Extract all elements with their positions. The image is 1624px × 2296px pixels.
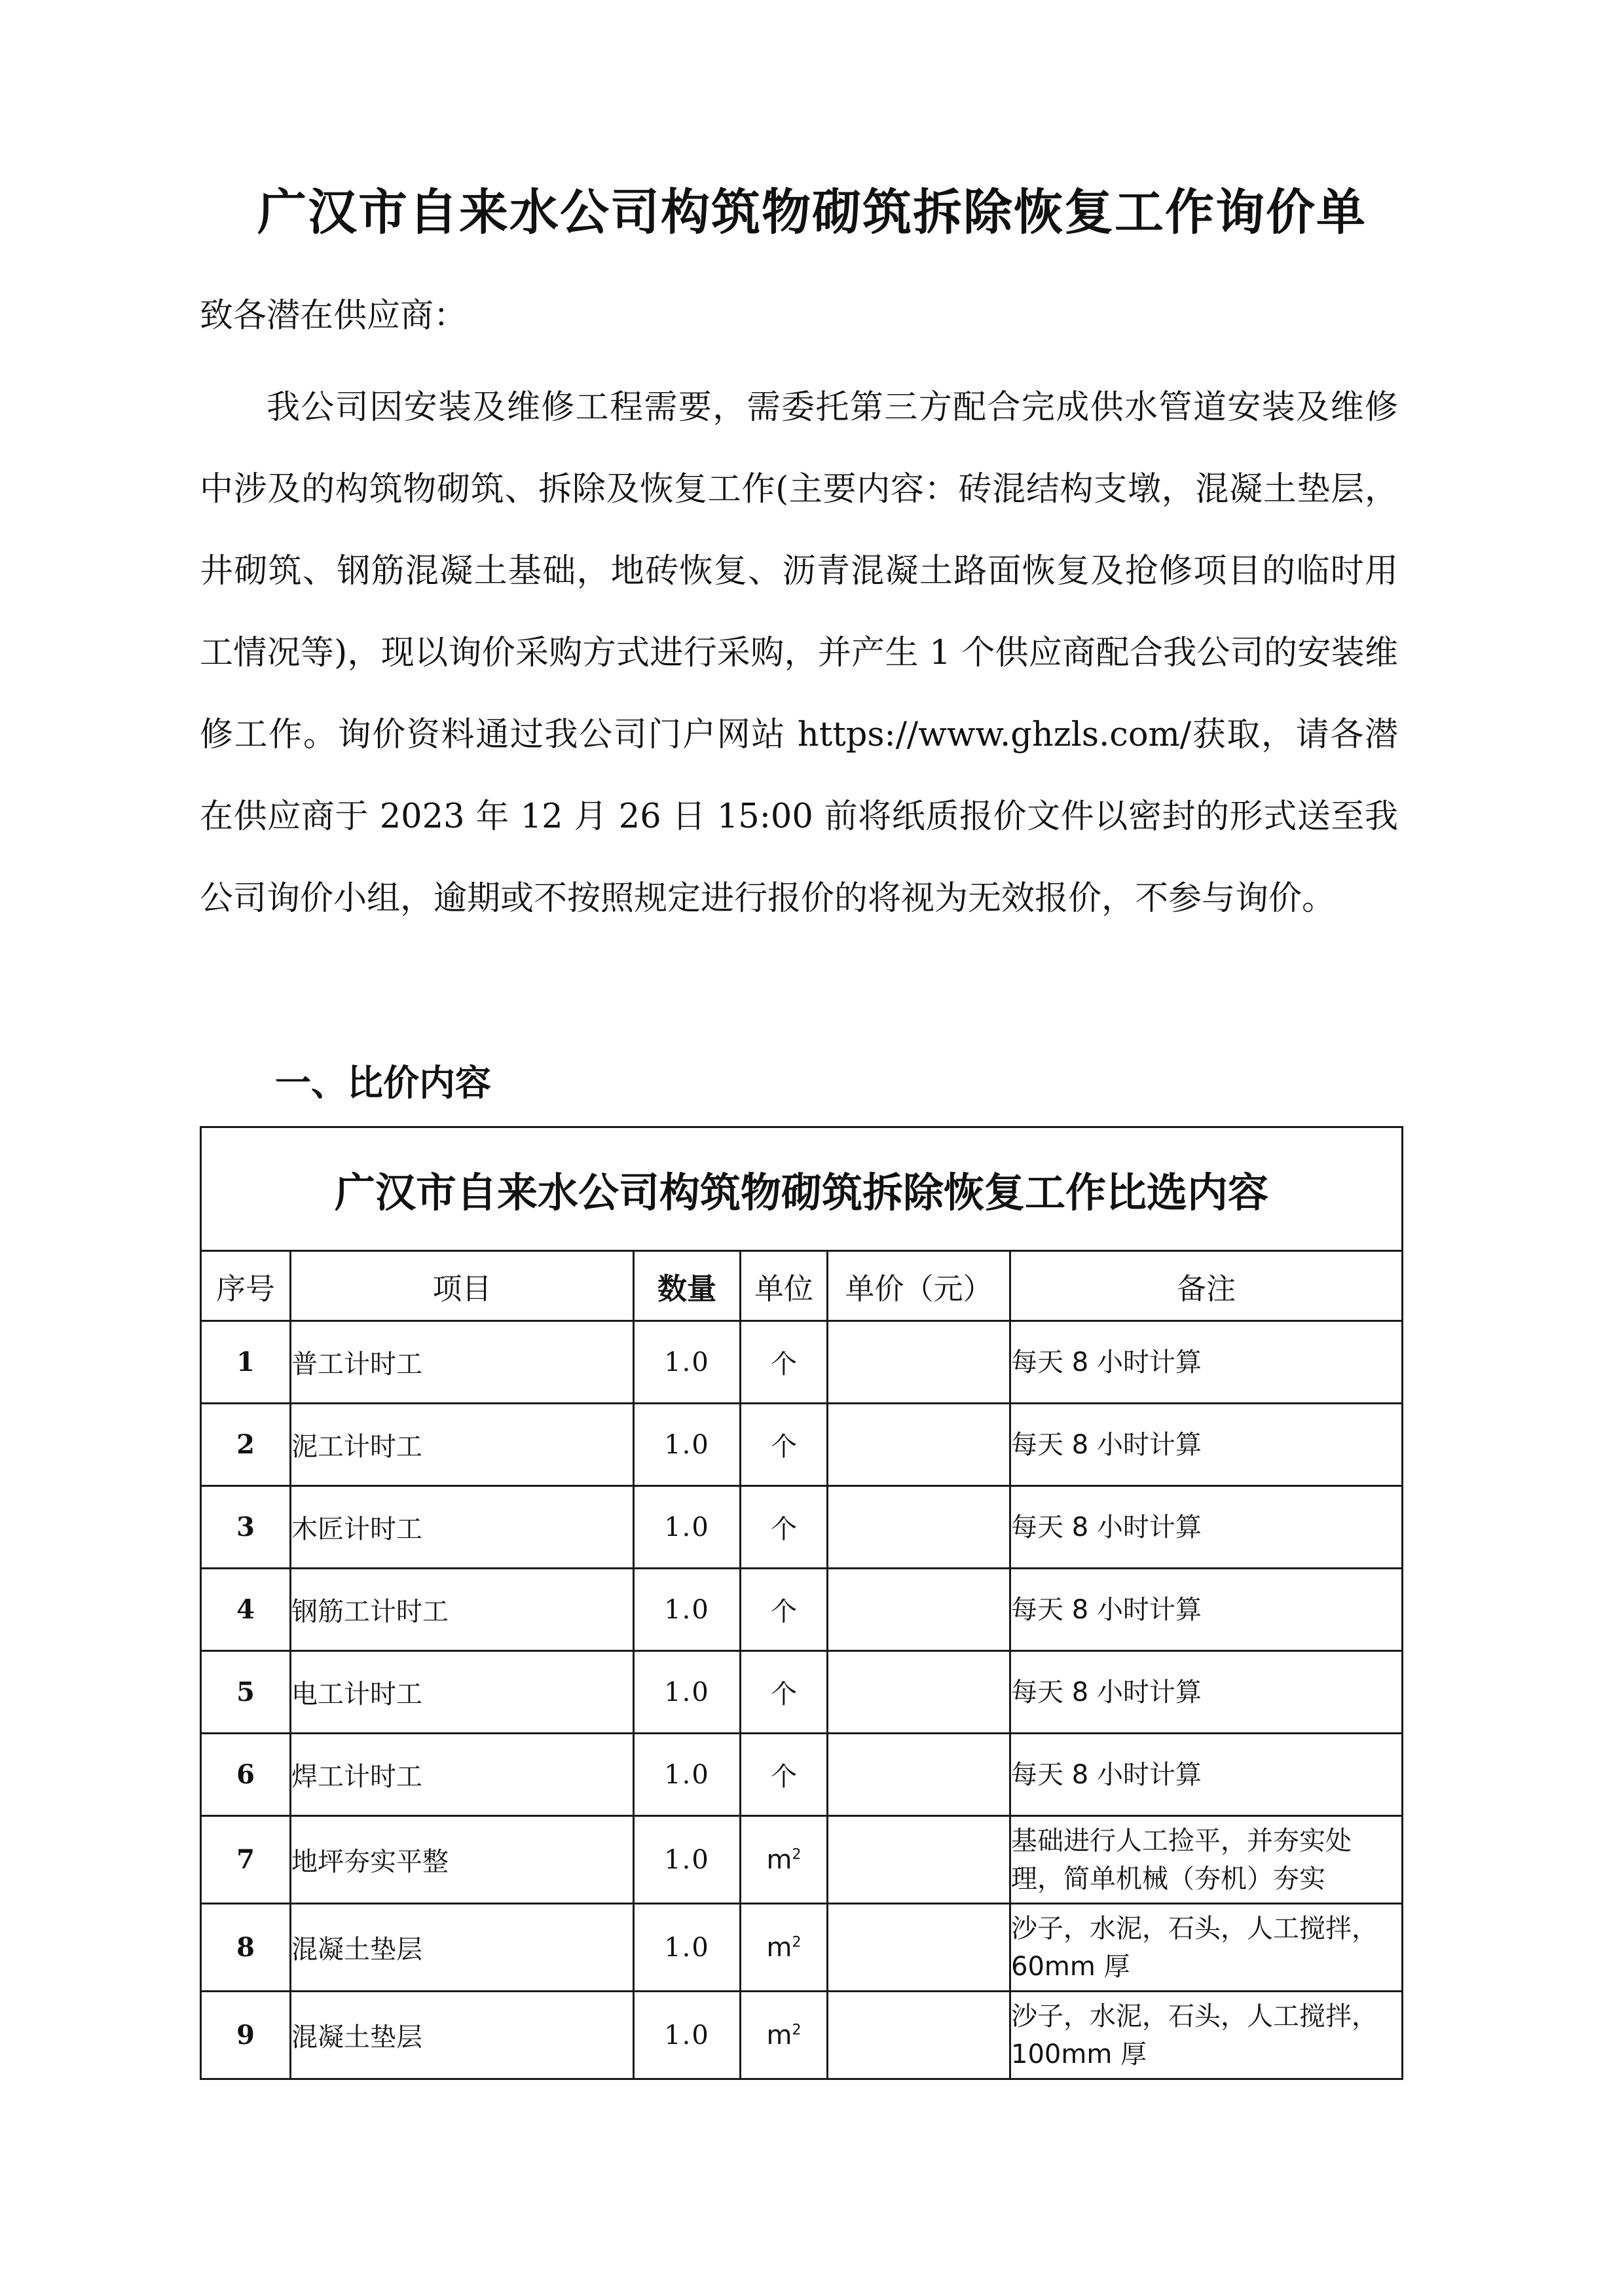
header-no: 序号 xyxy=(201,1251,291,1321)
cell-unit xyxy=(741,1321,828,1404)
cell-note: 每天 8 小时计算 xyxy=(1010,1321,1403,1404)
table-row xyxy=(201,1569,1403,1651)
table-row xyxy=(201,1486,1403,1569)
cell-qty: 1.0 xyxy=(634,1569,741,1651)
cell-item: 焊工计时工 xyxy=(291,1734,634,1816)
table-row xyxy=(201,1404,1403,1486)
table-row xyxy=(201,1651,1403,1734)
cell-unit xyxy=(741,1651,828,1734)
cell-unit xyxy=(741,1816,828,1904)
unit-text: 个 xyxy=(771,1679,797,1709)
cell-unit-price xyxy=(828,1992,1010,2079)
cell-item: 地坪夯实平整 xyxy=(291,1816,634,1904)
cell-item: 电工计时工 xyxy=(291,1651,634,1734)
unit-text: m xyxy=(766,2020,792,2050)
cell-no: 8 xyxy=(201,1904,291,1992)
cell-note: 每天 8 小时计算 xyxy=(1010,1486,1403,1569)
cell-item: 普工计时工 xyxy=(291,1321,634,1404)
table-row xyxy=(201,1992,1403,2079)
cell-no: 6 xyxy=(201,1734,291,1816)
unit-text: 个 xyxy=(771,1597,797,1627)
section-heading: 一、比价内容 xyxy=(275,1062,492,1104)
cell-unit xyxy=(741,1569,828,1651)
table-row xyxy=(201,1321,1403,1404)
cell-item: 混凝土垫层 xyxy=(291,1904,634,1992)
table-title: 广汉市自来水公司构筑物砌筑拆除恢复工作比选内容 xyxy=(201,1127,1403,1251)
cell-qty: 1.0 xyxy=(634,1321,741,1404)
unit-text: 个 xyxy=(771,1762,797,1792)
table-row xyxy=(201,1816,1403,1904)
cell-note: 每天 8 小时计算 xyxy=(1010,1734,1403,1816)
cell-unit-price xyxy=(828,1904,1010,1992)
cell-unit-price xyxy=(828,1651,1010,1734)
unit-text: 个 xyxy=(771,1514,797,1544)
cell-unit xyxy=(741,1734,828,1816)
unit-superscript: 2 xyxy=(792,1846,802,1863)
cell-no: 4 xyxy=(201,1569,291,1651)
cell-unit xyxy=(741,1404,828,1486)
salutation: 致各潜在供应商： xyxy=(200,297,468,335)
cell-unit xyxy=(741,1904,828,1992)
cell-qty: 1.0 xyxy=(634,1734,741,1816)
cell-no: 7 xyxy=(201,1816,291,1904)
unit-text: 个 xyxy=(771,1432,797,1462)
cell-item: 钢筋工计时工 xyxy=(291,1569,634,1651)
cell-unit xyxy=(741,1992,828,2079)
unit-text: 个 xyxy=(771,1349,797,1379)
body-paragraph: 我公司因安装及维修工程需要，需委托第三方配合完成供水管道安装及维修中涉及的构筑物砌筑、拆除及恢复工作(主要内容：砖混结构支墩，混凝土垫层，井砌筑、钢筋混凝土基础，地砖恢复、沥青混凝土路面恢复及抢修项目的临时用工情况等)，现以询价采购方式进行采购，并产生 1 个供应商配合我公司的安装维修工作。询价资料通过我公司门户网站 https://www.ghzls.com/获取，请各潜在供应商于 2023 年 12 月 26 日 15:00 前将纸质报价文件以密封的形式送至我公司询价小组，逾期或不按照规定进行报价的将视为无效报价，不参与询价。 xyxy=(200,388,1398,918)
cell-no: 3 xyxy=(201,1486,291,1569)
cell-unit-price xyxy=(828,1569,1010,1651)
cell-no: 1 xyxy=(201,1321,291,1404)
unit-text: m xyxy=(766,1844,792,1875)
unit-text: m xyxy=(766,1932,792,1963)
header-item: 项目 xyxy=(291,1251,634,1321)
cell-qty: 1.0 xyxy=(634,1816,741,1904)
cell-item: 泥工计时工 xyxy=(291,1404,634,1486)
cell-no: 5 xyxy=(201,1651,291,1734)
cell-item: 混凝土垫层 xyxy=(291,1992,634,2079)
cell-item: 木匠计时工 xyxy=(291,1486,634,1569)
cell-qty: 1.0 xyxy=(634,1486,741,1569)
unit-superscript: 2 xyxy=(792,2022,802,2039)
cell-unit-price xyxy=(828,1816,1010,1904)
header-qty: 数量 xyxy=(634,1251,741,1321)
cell-unit-price xyxy=(828,1734,1010,1816)
cell-note: 每天 8 小时计算 xyxy=(1010,1404,1403,1486)
quote-table-container xyxy=(200,1126,1401,2080)
table-header-row xyxy=(201,1251,1403,1321)
cell-note: 沙子，水泥，石头，人工搅拌，60mm 厚 xyxy=(1010,1904,1403,1992)
cell-unit-price xyxy=(828,1321,1010,1404)
header-note: 备注 xyxy=(1010,1251,1403,1321)
cell-qty: 1.0 xyxy=(634,1651,741,1734)
cell-qty: 1.0 xyxy=(634,1904,741,1992)
quote-table xyxy=(200,1126,1403,2080)
header-unit: 单位 xyxy=(741,1251,828,1321)
cell-note: 基础进行人工捡平，并夯实处理，简单机械（夯机）夯实 xyxy=(1010,1816,1403,1904)
header-unit-price: 单价（元） xyxy=(828,1251,1010,1321)
cell-note: 沙子，水泥，石头，人工搅拌，100mm 厚 xyxy=(1010,1992,1403,2079)
cell-note: 每天 8 小时计算 xyxy=(1010,1569,1403,1651)
unit-superscript: 2 xyxy=(792,1934,802,1951)
cell-qty: 1.0 xyxy=(634,1404,741,1486)
cell-qty: 1.0 xyxy=(634,1992,741,2079)
cell-unit xyxy=(741,1486,828,1569)
cell-unit-price xyxy=(828,1486,1010,1569)
table-row xyxy=(201,1904,1403,1992)
table-row xyxy=(201,1734,1403,1816)
document-title: 广汉市自来水公司构筑物砌筑拆除恢复工作询价单 xyxy=(257,183,1367,241)
cell-unit-price xyxy=(828,1404,1010,1486)
cell-no: 9 xyxy=(201,1992,291,2079)
cell-note: 每天 8 小时计算 xyxy=(1010,1651,1403,1734)
cell-no: 2 xyxy=(201,1404,291,1486)
